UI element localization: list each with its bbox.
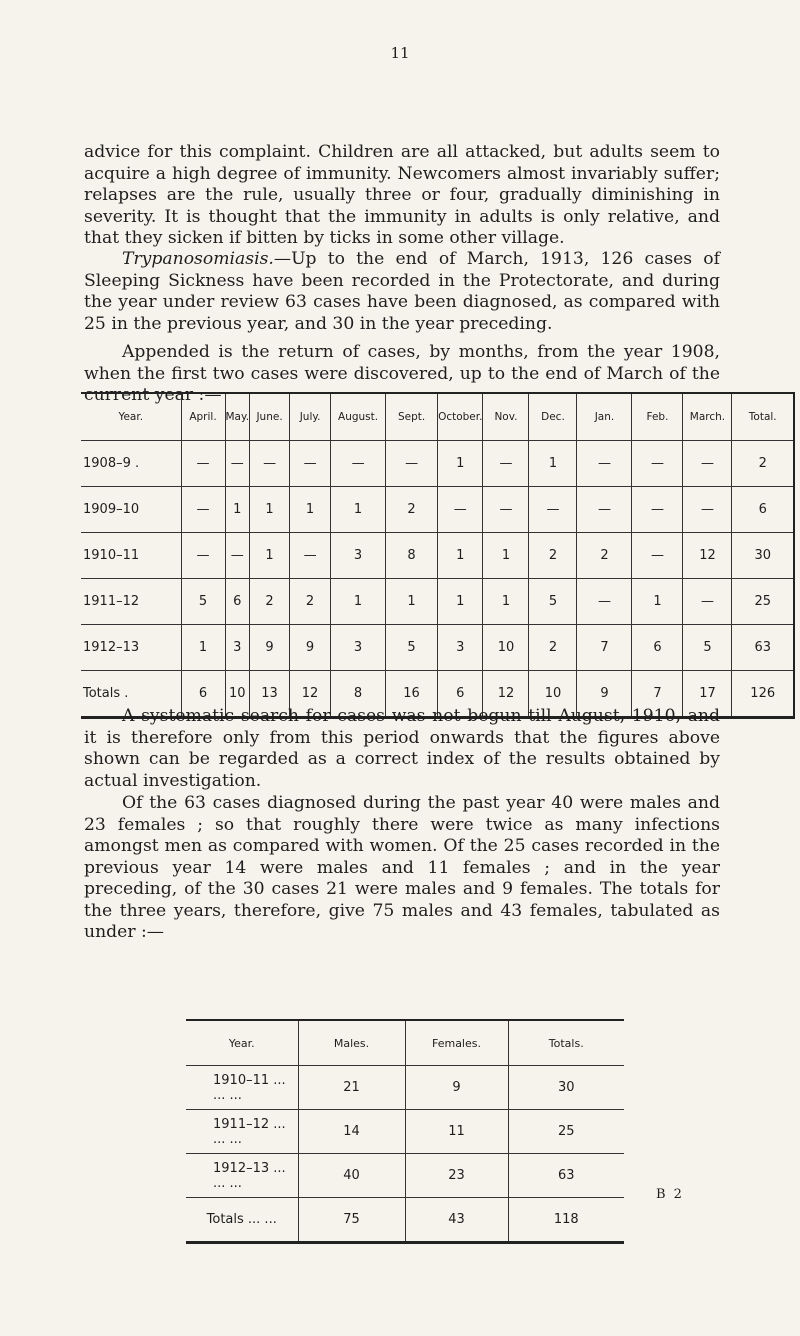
monthly-cases-table [81,392,795,719]
monthly-table-value-cell: 5 [386,625,438,671]
monthly-table-value-cell: 6 [732,487,794,533]
monthly-table-value-cell: 1 [483,579,529,625]
monthly-table-year-cell: Totals . [81,671,181,718]
monthly-table-value-cell: 1 [632,579,683,625]
sex-table-header-cell: Males. [298,1020,405,1066]
monthly-table-value-cell: — [529,487,577,533]
monthly-table-value-cell: — [181,441,225,487]
monthly-table-header-cell: Nov. [483,393,529,441]
monthly-table-header-cell: Jan. [577,393,632,441]
monthly-table-value-cell: 10 [225,671,250,718]
monthly-table-value-cell: 1 [386,579,438,625]
sex-table-year-cell: 1911–12 ... ... ... [186,1110,298,1154]
monthly-table-value-cell: — [290,441,331,487]
monthly-table-header-cell: June. [250,393,290,441]
monthly-table-value-cell: 2 [290,579,331,625]
monthly-table-value-cell: 1 [225,487,250,533]
monthly-table-value-cell: 9 [577,671,632,718]
sex-table-row [186,1066,624,1110]
monthly-table-header-cell: October. [438,393,483,441]
monthly-table-value-cell: 7 [632,671,683,718]
monthly-table-value-cell: — [483,487,529,533]
sex-table-value-cell: 9 [405,1066,508,1110]
monthly-table-value-cell: 12 [290,671,331,718]
sex-table-header-row [186,1020,624,1066]
monthly-table-value-cell: — [290,533,331,579]
monthly-table-header-cell: Dec. [529,393,577,441]
monthly-table-value-cell: 2 [529,625,577,671]
sex-table-header-cell: Year. [186,1020,298,1066]
monthly-table-row [81,625,794,671]
monthly-table-row [81,487,794,533]
monthly-table-header-cell: May. [225,393,250,441]
monthly-table-value-cell: — [331,441,386,487]
monthly-table-header-row [81,393,794,441]
monthly-table-value-cell: 6 [181,671,225,718]
sex-table-row [186,1154,624,1198]
monthly-table-year-cell: 1911–12 [81,579,181,625]
monthly-table-value-cell: 17 [683,671,732,718]
sex-table-value-cell: 43 [405,1198,508,1243]
monthly-table-value-cell: 1 [290,487,331,533]
monthly-table-value-cell: 25 [732,579,794,625]
monthly-table-value-cell: — [632,533,683,579]
monthly-table-header-cell: July. [290,393,331,441]
sex-table-value-cell: 14 [298,1110,405,1154]
monthly-table-value-cell: 9 [290,625,331,671]
sex-table-value-cell: 30 [508,1066,624,1110]
sex-table-year-cell: 1912–13 ... ... ... [186,1154,298,1198]
sex-table-value-cell: 21 [298,1066,405,1110]
monthly-table-value-cell: — [225,533,250,579]
monthly-table-value-cell: — [386,441,438,487]
monthly-table-value-cell: 1 [331,579,386,625]
monthly-table-value-cell: 8 [386,533,438,579]
sex-table-value-cell: 23 [405,1154,508,1198]
signature-mark: B 2 [656,1187,684,1202]
monthly-table-row [81,579,794,625]
monthly-table-row [81,441,794,487]
sex-table-value-cell: 118 [508,1198,624,1243]
monthly-table-value-cell: — [577,441,632,487]
monthly-table-value-cell: 3 [438,625,483,671]
monthly-table-header-cell: March. [683,393,732,441]
monthly-table-year-cell: 1910–11 [81,533,181,579]
sex-cases-table [186,1019,624,1244]
monthly-table-value-cell: 2 [529,533,577,579]
monthly-table-value-cell: 7 [577,625,632,671]
sex-table-row [186,1110,624,1154]
monthly-table-year-cell: 1912–13 [81,625,181,671]
monthly-table-value-cell: — [632,441,683,487]
paragraph-appended-return: Appended is the return of cases, by months, from the year 1908, when the first two cases were discovered, up to the end of March of the current year :— [84,342,720,405]
monthly-table-header-cell: Year. [81,393,181,441]
monthly-table-value-cell: — [632,487,683,533]
monthly-table-value-cell: 1 [331,487,386,533]
sex-table-header-cell: Females. [405,1020,508,1066]
monthly-table-value-cell: 1 [250,533,290,579]
monthly-table-value-cell: 12 [683,533,732,579]
sex-table-row [186,1198,624,1243]
monthly-table-value-cell: 10 [483,625,529,671]
monthly-table-value-cell: — [483,441,529,487]
monthly-table-value-cell: 1 [438,441,483,487]
monthly-table-header-cell: Total. [732,393,794,441]
sex-table-header-cell: Totals. [508,1020,624,1066]
monthly-table-header-cell: August. [331,393,386,441]
monthly-table-value-cell: — [683,579,732,625]
monthly-table-value-cell: 13 [250,671,290,718]
monthly-table-year-cell: 1908–9 . [81,441,181,487]
monthly-table-value-cell: 5 [181,579,225,625]
monthly-table-value-cell: 1 [250,487,290,533]
monthly-table-value-cell: 126 [732,671,794,718]
monthly-table-year-cell: 1909–10 [81,487,181,533]
monthly-table-value-cell: — [181,487,225,533]
sex-table-value-cell: 11 [405,1110,508,1154]
monthly-table-value-cell: 1 [529,441,577,487]
monthly-table-value-cell: — [181,533,225,579]
monthly-table-value-cell: 63 [732,625,794,671]
monthly-table-value-cell: — [683,441,732,487]
monthly-table-value-cell: 1 [438,533,483,579]
monthly-table-value-cell: 30 [732,533,794,579]
monthly-table-value-cell: 6 [438,671,483,718]
monthly-table-value-cell: 1 [483,533,529,579]
sex-table-value-cell: 25 [508,1110,624,1154]
monthly-table-header-cell: Sept. [386,393,438,441]
monthly-table-value-cell: 2 [732,441,794,487]
monthly-table-value-cell: 6 [632,625,683,671]
monthly-table-value-cell: — [225,441,250,487]
monthly-table-value-cell: — [577,579,632,625]
monthly-table-value-cell: 5 [683,625,732,671]
monthly-table-value-cell: 12 [483,671,529,718]
section-heading-trypanosomiasis: Trypanosomiasis. [122,249,274,269]
monthly-table-value-cell: 1 [181,625,225,671]
monthly-table-value-cell: 2 [577,533,632,579]
monthly-table-value-cell: 2 [250,579,290,625]
monthly-table-value-cell: — [683,487,732,533]
monthly-table-row [81,533,794,579]
monthly-table-header-cell: April. [181,393,225,441]
monthly-table-value-cell: 9 [250,625,290,671]
monthly-table-value-cell: 6 [225,579,250,625]
monthly-table-value-cell: 3 [225,625,250,671]
sex-table-year-cell: 1910–11 ... ... ... [186,1066,298,1110]
monthly-table-value-cell: 2 [386,487,438,533]
sex-table-year-cell: Totals ... ... [186,1198,298,1243]
monthly-table-value-cell: 5 [529,579,577,625]
paragraph-systematic-search: A systematic search for cases was not begun till August, 1910, and it is therefore only from this period onwards that the figures above shown can be regarded as a correct index of the results obtained by actual investigation. [84,706,720,791]
monthly-table-value-cell: — [438,487,483,533]
monthly-table-value-cell: 16 [386,671,438,718]
monthly-table-value-cell: 3 [331,625,386,671]
paragraph-immunity: advice for this complaint. Children are all attacked, but adults seem to acquire a high degree of immunity. Newcomers almost invariably suffer; relapses are the rule, usually three or four, gradually diminishing in severity. It is thought that the immunity in adults is only relative, and that they sicken if bitten by ticks in some other village. [84,142,720,248]
monthly-table-value-cell: — [250,441,290,487]
sex-table-value-cell: 75 [298,1198,405,1243]
monthly-table-value-cell: — [577,487,632,533]
paragraph-trypanosomiasis-text: —Up to the end of March, 1913, 126 cases of Sleeping Sickness have been recorded in the Protectorate, and during the year under review 63 cases have been diagnosed, as compared with 25 in the previous year, and 30 in the year preceding. [84,249,720,334]
monthly-table-header-cell: Feb. [632,393,683,441]
monthly-table-value-cell: 10 [529,671,577,718]
page-number: 11 [390,44,410,62]
monthly-table-value-cell: 3 [331,533,386,579]
paragraph-sex-distribution: Of the 63 cases diagnosed during the past year 40 were males and 23 females ; so that roughly there were twice as many infections amongst men as compared with women. Of the 25 cases recorded in the previous year 14 were males and 11 females ; and in the year preceding, of the 30 cases 21 were males and 9 females. The totals for the three years, therefore, give 75 males and 43 females, tabulated as under :— [84,793,720,942]
paragraph-trypanosomiasis [84,249,720,335]
monthly-table-value-cell: 8 [331,671,386,718]
sex-table-value-cell: 63 [508,1154,624,1198]
monthly-table-value-cell: 1 [438,579,483,625]
sex-table-value-cell: 40 [298,1154,405,1198]
